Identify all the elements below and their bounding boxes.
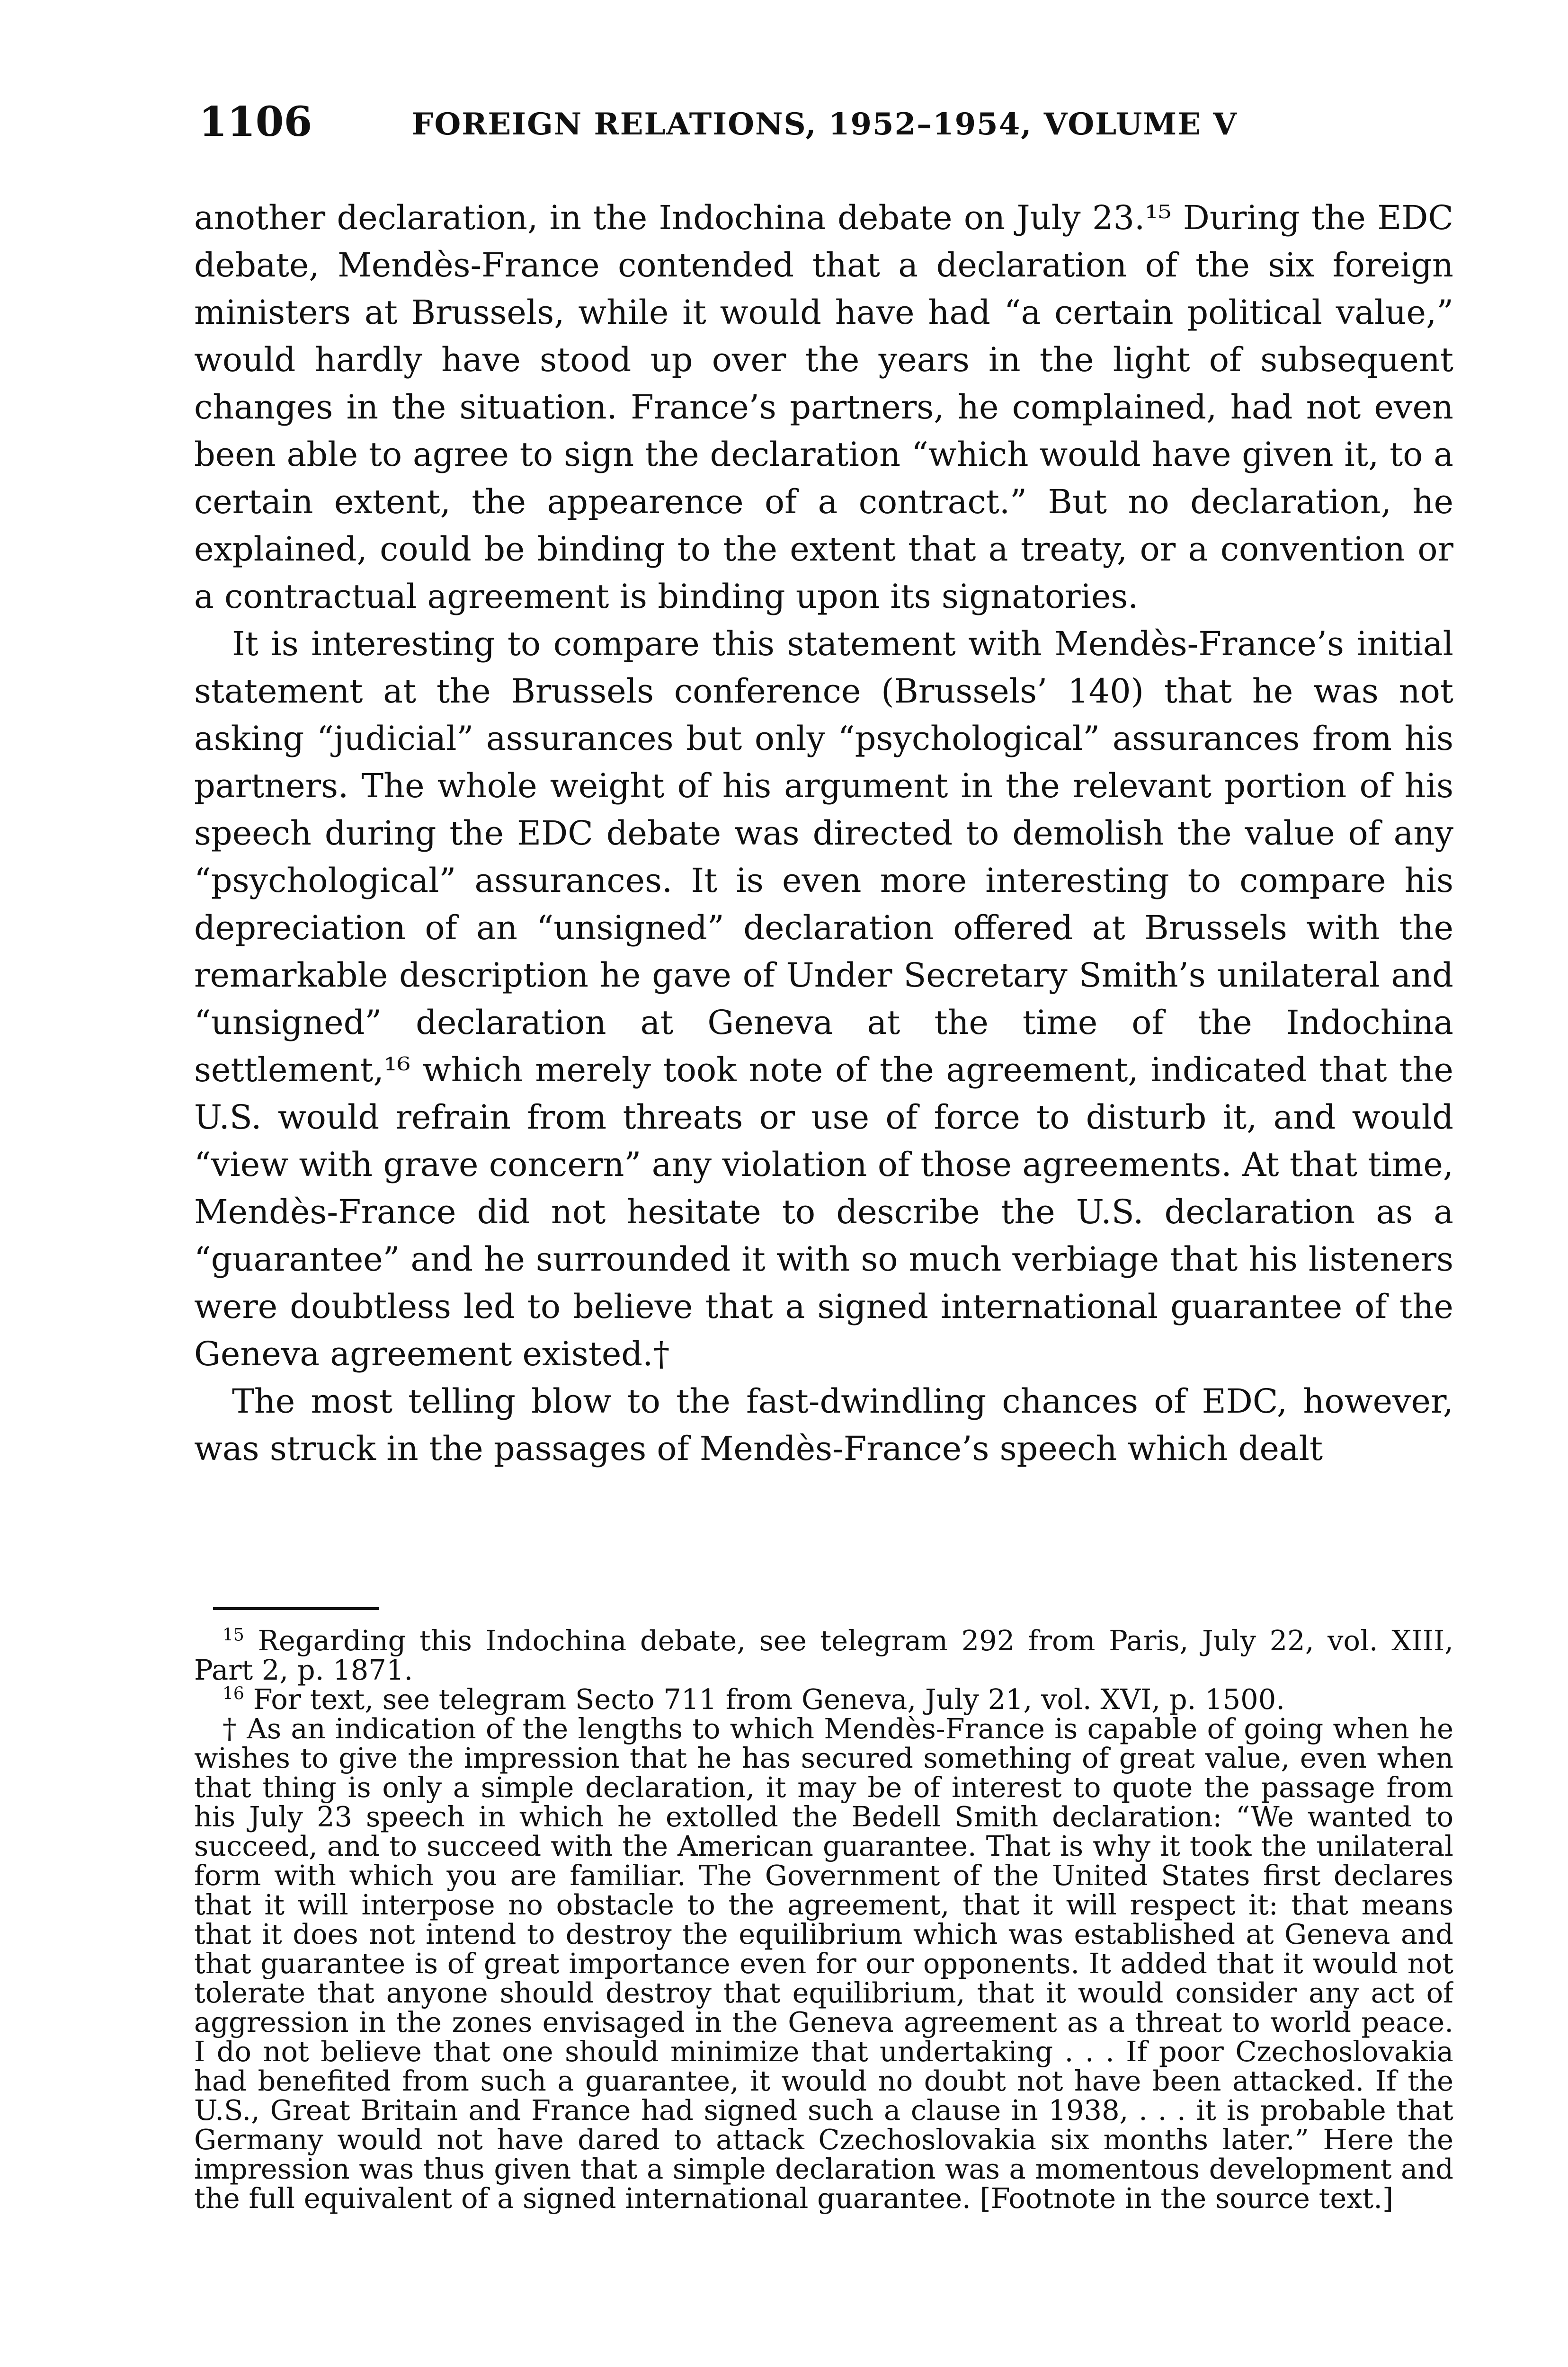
footnote-15-marker: 15 [223,1626,244,1645]
body-paragraph-1: another declaration, in the Indochina debate on July 23.¹⁵ During the EDC debate, Mendès-France contended that a declaration of the six foreign ministers at Brussels, while it would have had “a certain political value,” would hardly have stood up over the years in the light of subsequent changes in the situation. France’s partners, he complained, had not even been able to agree to sign the declaration “which would have given it, to a certain extent, the appearence of a contract.” But no declaration, he explained, could be binding to the extent that a treaty, or a convention or a contractual agreement is binding upon its signatories. [194,198,1453,616]
body-paragraph-2: It is interesting to compare this statement with Mendès-France’s initial statement at the Brussels conference (Brussels’ 140) that he was not asking “judicial” assurances but only “psychological” assurances from his partners. The whole weight of his argument in the relevant portion of his speech during the EDC debate was directed to demolish the value of any “psychological” assurances. It is even more interesting to compare his depreciation of an “unsigned” declaration offered at Brussels with the remarkable description he gave of Under Secretary Smith’s unilateral and “unsigned” declaration at Geneva at the time of the Indochina settlement,¹⁶ which merely took note of the agreement, indicated that the U.S. would refrain from threats or use of force to disturb it, and would “view with grave concern” any violation of those agreements. At that time, Mendès-France did not hesitate to describe the U.S. declaration as a “guarantee” and he surrounded it with so much verbiage that his listeners were doubtless led to believe that a signed international guarantee of the Geneva agreement existed.† [194,624,1453,1373]
footnote-dagger-text: As an indication of the lengths to which Mendès-France is capable of going when he wishes to give the impression that he has secured something of great value, even when that thing is only a simple declaration, it may be of interest to quote the passage from his July 23 speech in which he extolled the Bedell Smith declaration: “We wanted to succeed, and to succeed with the American guarantee. That is why it took the unilateral form with which you are familiar. The Government of the United States first declares that it will interpose no obstacle to the agreement, that it will respect it: that means that it does not intend to destroy the equilibrium which was established at Geneva and that guarantee is of great importance even for our opponents. It added that it would not tolerate that anyone should destroy that equilibrium, that it would consider any act of aggression in the zones envisaged in the Geneva agreement as a threat to world peace. I do not believe that one should minimize that undertaking . . . If poor Czechoslovakia had benefited from such a guarantee, it would no doubt not have been attacked. If the U.S., Great Britain and France had signed such a clause in 1938, . . . it is probable that Germany would not have dared to attack Czechoslovakia six months later.” Here the impression was thus given that a simple declaration was a momentous development and the full equivalent of a signed international guarantee. [Footnote in the source text.] [194,1712,1453,2215]
footnote-divider [213,1607,379,1610]
body-paragraph-3: The most telling blow to the fast-dwindling chances of EDC, however, was struck in the passages of Mendès-France’s speech which dealt [194,1382,1453,1468]
footnote-dagger [194,1714,1453,2213]
footnote-16-text: For text, see telegram Secto 711 from Geneva, July 21, vol. XVI, p. 1500. [253,1683,1285,1716]
running-title: FOREIGN RELATIONS, 1952–1954, VOLUME V [412,107,1238,142]
footnote-16-marker: 16 [223,1684,244,1704]
footnotes [194,1626,1453,2367]
footnote-15 [194,1626,1453,1685]
footnote-15-text: Regarding this Indochina debate, see telegram 292 from Paris, July 22, vol. XIII, Part 2, p. 1871. [194,1626,1453,1686]
footnote-dagger-marker: † [223,1712,238,1745]
footnote-16 [194,1685,1453,1714]
page-header [199,98,1453,168]
main-text [194,194,1453,1581]
page-number: 1106 [199,98,312,146]
